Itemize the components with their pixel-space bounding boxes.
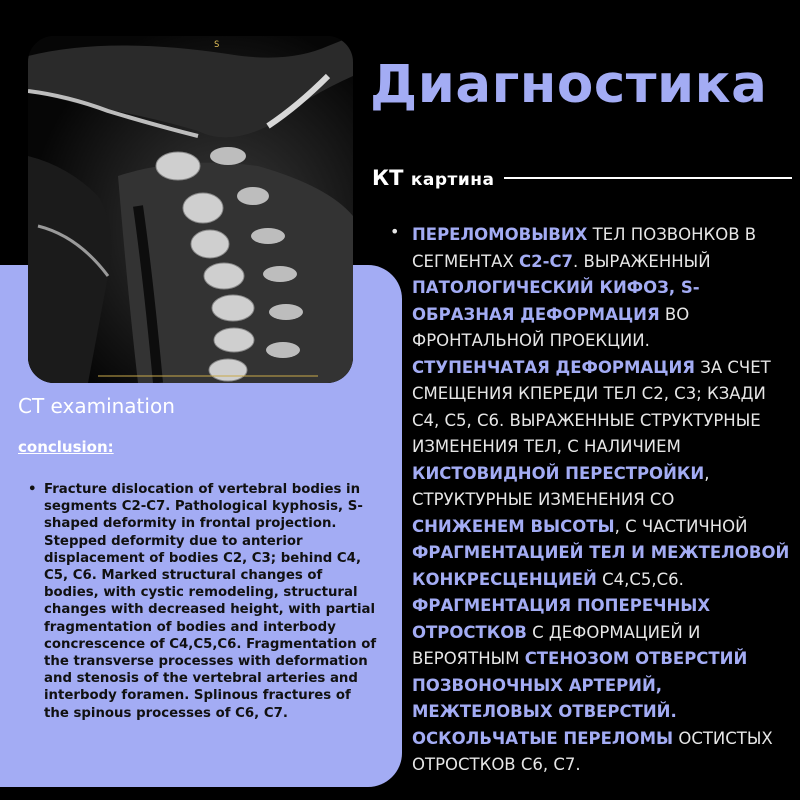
page-title: Диагностика (370, 54, 768, 115)
ru-text: , СТРУКТУРНЫЕ ИЗМЕНЕНИЯ СО (412, 463, 710, 509)
ct-scan-graphic (28, 36, 353, 383)
subtitle (372, 166, 494, 190)
en-conclusion-list (28, 481, 380, 722)
ru-highlight: СТУПЕНЧАТАЯ ДЕФОРМАЦИЯ (412, 357, 696, 377)
ru-text: , С ЧАСТИЧНОЙ (614, 516, 748, 536)
ru-highlight: СНИЖЕНЕМ ВЫСОТЫ (412, 516, 615, 536)
scan-orientation-label: S (214, 40, 220, 50)
en-section-heading: CT examination (18, 394, 175, 418)
ct-scan-image (28, 36, 353, 383)
ru-text: С ДЕФОРМАЦИЕЙ И ВЕРОЯТНЫМ (412, 622, 701, 668)
ru-text: ТЕЛ ПОЗВОНКОВ В СЕГМЕНТАХ (412, 225, 757, 271)
ru-highlight: ПАТОЛОГИЧЕСКИЙ КИФОЗ, S-ОБРАЗНАЯ ДЕФОРМАЦИЯ (412, 278, 700, 324)
ru-text: . ВЫРАЖЕННЫЙ (573, 251, 711, 271)
subtitle-row (372, 163, 792, 193)
en-conclusion-item: • Fracture dislocation of vertebral bodies in segments C2-C7. Pathological kyphosis, S-shaped deformity in frontal projection. Stepped deformity due to anterior displacement of bodies C2, C3; behind C4, C5, C6. Marked structural changes of bodies, with cystic remodeling, structural changes with decreased height, with partial fragmentation of bodies and interbody concrescence of C4,C5,C6. Fragmentation of the transverse processes with deformation and stenosis of the vertebral arteries and interbody foramen. Splinous fractures of the spinous processes of C6, C7. (28, 481, 380, 722)
ru-findings-list (392, 222, 792, 779)
ru-text: ОСТИСТЫХ ОТРОСТКОВ C6, C7. (412, 728, 773, 774)
subtitle-part2: картина (410, 170, 495, 190)
ru-highlight: ФРАГМЕНТАЦИЯ ПОПЕРЕЧНЫХ ОТРОСТКОВ (412, 596, 711, 642)
ru-finding-item (392, 222, 792, 779)
ru-highlight: ФРАГМЕНТАЦИЕЙ ТЕЛ И МЕЖТЕЛОВОЙ КОНКРЕСЦЕНЦИЕЙ (412, 543, 790, 589)
ru-text: ЗА СЧЕТ СМЕЩЕНИЯ КПЕРЕДИ ТЕЛ C2, C3; КЗАДИ C4, C5, C6. ВЫРАЖЕННЫЕ СТРУКТУРНЫЕ ИЗМЕНЕНИЯ ТЕЛ, С НАЛИЧИЕМ (412, 357, 771, 456)
subtitle-part1: КТ (372, 166, 404, 190)
ru-highlight: ОСКОЛЬЧАТЫЕ ПЕРЕЛОМЫ (412, 728, 674, 748)
ru-highlight: СТЕНОЗОМ ОТВЕРСТИЙ ПОЗВОНОЧНЫХ АРТЕРИЙ, МЕЖТЕЛОВЫХ ОТВЕРСТИЙ. (412, 649, 748, 721)
ru-highlight: C2-C7 (519, 251, 574, 271)
ru-highlight: КИСТОВИДНОЙ ПЕРЕСТРОЙКИ (412, 463, 705, 483)
ru-highlight: ПЕРЕЛОМОВЫВИХ (412, 225, 588, 244)
en-conclusion-label: conclusion: (18, 438, 114, 456)
ru-text: ВО ФРОНТАЛЬНОЙ ПРОЕКЦИИ. (412, 304, 690, 350)
subtitle-divider (504, 177, 792, 179)
ru-text: C4,C5,C6. (596, 569, 684, 589)
